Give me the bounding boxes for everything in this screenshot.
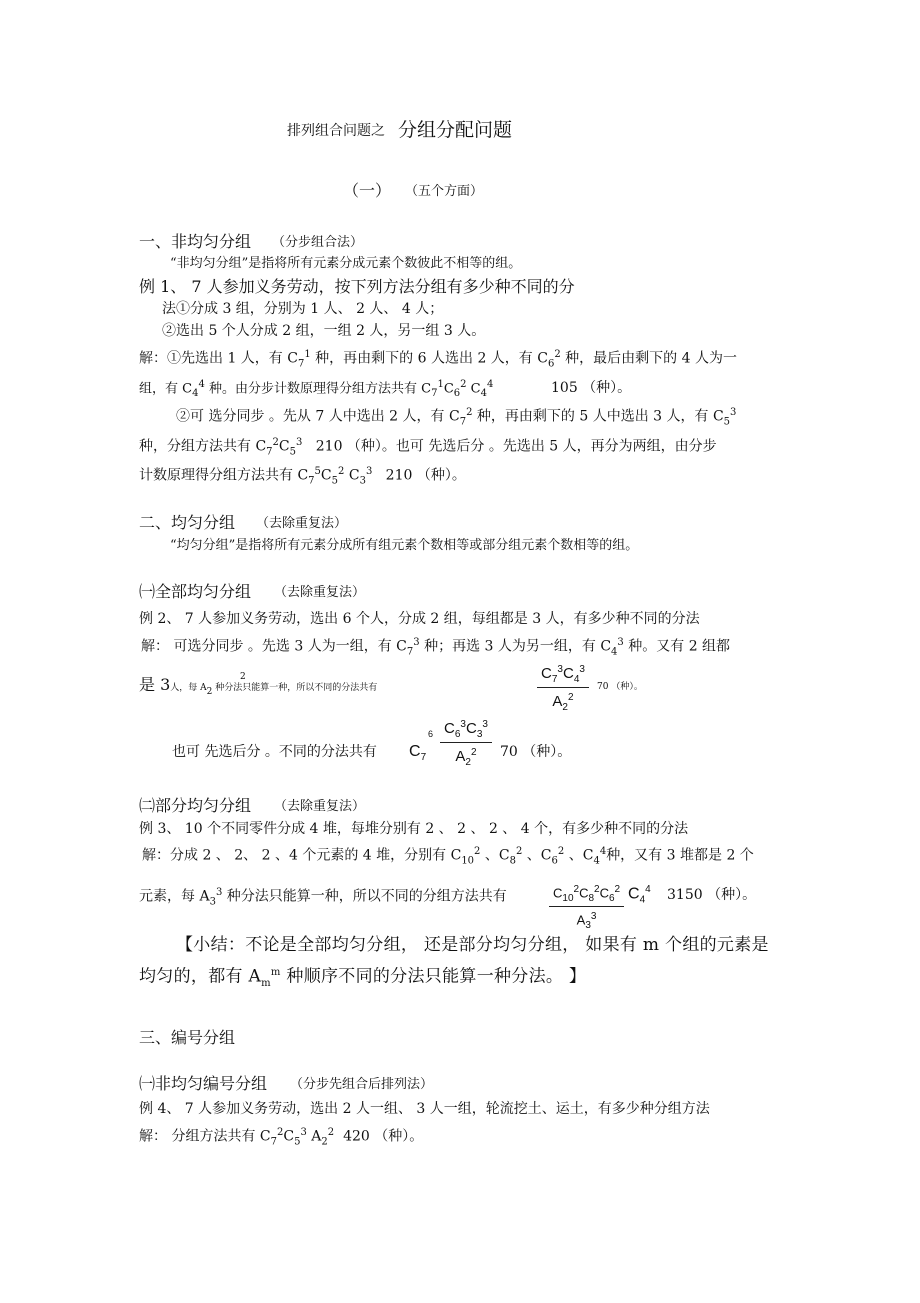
- alternative-c7: $C_7$: [409, 743, 427, 764]
- solution-2-line-2: 是 3人，每 $A_2$ 种分法只能算一种，所以不同的分法共有: [139, 675, 378, 697]
- example-4-question: 例 4、 7 人参加义务劳动，选出 2 人一组、 3 人一组，轮流挖土、运土，有多少种分组方法: [139, 1101, 710, 1117]
- example-1-question: 例 1、 7 人参加义务劳动，按下列方法分组有多少种不同的分: [139, 277, 575, 296]
- part-label: （一）: [343, 181, 392, 200]
- solution-2-text-d: 是 3: [139, 675, 171, 694]
- page-title-prefix: 排列组合问题之: [287, 123, 385, 139]
- solution-3-text-c: 元素，每 A: [139, 888, 210, 905]
- solution-1-text-f: ②可 选分同步 。先从 7 人中选出 2 人，有 C: [176, 408, 460, 425]
- solution-1-text-e: 种。由分步计数原理得分组方法共有 C: [204, 381, 432, 397]
- fraction-example-3: $\frac{C_{10}^2C_8^2C_6^2}{A_3^3}$: [549, 884, 624, 931]
- example-2-question: 例 2、 7 人参加义务劳动，选出 6 个人，分成 2 组，每组都是 3 人，有多少种不同的分法: [139, 611, 700, 627]
- page-title: 分组分配问题: [398, 119, 513, 141]
- section-2-method: （去除重复法）: [256, 516, 348, 531]
- example-3-question: 例 3、 10 个不同零件分成 4 堆，每堆分别有 2 、 2 、 2 、 4 个，有多少种不同的分法: [139, 821, 689, 837]
- solution-1-part-2-line-2: 种，分组方法共有 $C_7^2C_5^3$ 210 （种）。也可 先选后分 。先选出 5 人，再分为两组，由分步: [139, 437, 717, 458]
- solution-4-line: 解： 分组方法共有 $C_7^2C_5^3$ $A_2^2$ 420 （种）。: [139, 1127, 424, 1148]
- section-3-heading: 三、编号分组: [139, 1028, 236, 1047]
- section-2-heading: 二、均匀分组: [139, 513, 236, 532]
- solution-3-text-a: 解：分成 2 、 2、 2 、4 个元素的 4 堆，分别有 C: [142, 847, 462, 864]
- solution-1-text-h: 种，分组方法共有 C: [139, 438, 267, 455]
- example-1-option-1: 法①分成 3 组，分别为 1 人、 2 人、 4 人；: [162, 301, 444, 317]
- fraction-alternative: $\frac{C_6^3C_3^3}{A_2^2}$: [440, 719, 492, 768]
- solution-1-text-d: 组，有 C: [139, 381, 193, 397]
- fraction-example-3-factor: $C_4^4$: [628, 884, 651, 906]
- solution-1-line-2: 组，有 $C_4^4$ 种。由分步计数原理得分组方法共有 $C_7^1C_6^2$ $C_4^4$: [139, 379, 494, 399]
- solution-2-text-e: 人，每 A: [170, 683, 207, 693]
- solution-1-text-i: 210 （种）。也可 先选后分 。先选出 5 人，再分为两组，由分步: [315, 438, 717, 455]
- solution-1-result: 105 （种）。: [551, 380, 632, 396]
- solution-1-text-k: 210 （种）。: [385, 467, 466, 484]
- solution-1-text-c: 种，最后由剩下的 4 人为一: [560, 350, 737, 367]
- fraction-example-2: $\frac{C_7^3C_4^3}{A_2^2}$: [537, 664, 589, 713]
- solution-4-result: 420 （种）。: [343, 1128, 424, 1145]
- section-1-heading: 一、非均匀分组: [139, 232, 252, 251]
- solution-1-line-1: 解：①先选出 1 人，有 $C_7^1$ 种，再由剩下的 6 人选出 2 人，有 $C_6^2$ 种，最后由剩下的 4 人为一: [139, 349, 737, 370]
- summary-line-1: 【小结：不论是全部均匀分组， 还是部分均匀分组， 如果有 m 个组的元素是: [176, 935, 769, 955]
- alternative-result: 70 （种）。: [500, 744, 572, 760]
- summary-text-a: 均匀的，都有 A: [139, 966, 262, 987]
- solution-1-part-2-line-1: ②可 选分同步 。先从 7 人中选出 2 人，有 $C_7^2$ 种，再由剩下的 5 人中选出 3 人，有 $C_5^3$: [176, 407, 737, 428]
- solution-2-text-f: 种分法只能算一种，所以不同的分法共有: [212, 683, 378, 693]
- summary-line-2: 均匀的，都有 $A_m^m$ 种顺序不同的分法只能算一种分法。 】: [139, 966, 587, 990]
- solution-2-text-c: 种。又有 2 组都: [623, 638, 731, 655]
- solution-2-text-b: 种；再选 3 人为另一组，有 C: [419, 638, 612, 655]
- solution-3-result: 3150 （种）。: [667, 887, 757, 903]
- example-1-option-2: ②选出 5 个人分成 2 组，一组 2 人，另一组 3 人。: [162, 323, 486, 339]
- solution-1-text-j: 计数原理得分组方法共有 C: [139, 467, 309, 484]
- fraction-example-2-result: 70 （种）。: [597, 682, 643, 692]
- alternative-c7-sup: 6: [428, 729, 434, 739]
- solution-2-superscript: 2: [240, 672, 246, 682]
- solution-3-text-b: 种，又有 3 堆都是 2 个: [606, 847, 754, 864]
- subsection-2-2-heading: ㈡部分均匀分组: [139, 796, 252, 815]
- subsection-3-1-heading: ㈠非均匀编号分组: [139, 1074, 268, 1093]
- subsection-2-1-method: （去除重复法）: [274, 585, 366, 600]
- section-1-method: （分步组合法）: [272, 235, 364, 250]
- subsection-2-2-method: （去除重复法）: [274, 799, 366, 814]
- part-note: （五个方面）: [405, 184, 484, 199]
- solution-1-text-g: 种，再由剩下的 5 人中选出 3 人，有 C: [472, 408, 724, 425]
- summary-text-b: 种顺序不同的分法只能算一种分法。 】: [280, 966, 587, 987]
- solution-4-text-a: 解： 分组方法共有 C: [139, 1128, 271, 1145]
- solution-2-text-a: 解： 可选分同步 。先选 3 人为一组，有 C: [141, 638, 407, 655]
- solution-2-alternative: 也可 先选后分 。不同的分法共有: [172, 744, 377, 760]
- solution-3-line-2: 元素，每 $A_3^3$ 种分法只能算一种，所以不同的分组方法共有: [139, 887, 507, 908]
- solution-1-text-b: 种，再由剩下的 6 人选出 2 人，有 C: [310, 350, 548, 367]
- section-2-definition: “均匀分组”是指将所有元素分成所有组元素个数相等或部分组元素个数相等的组。: [170, 538, 639, 553]
- solution-3-line-1: 解：分成 2 、 2、 2 、4 个元素的 4 堆，分别有 $C_{10}^2$ 、$C_8^2$ 、$C_6^2$ 、$C_4^4$种，又有 3 堆都是 2 个: [142, 846, 754, 867]
- solution-1-part-2-line-3: 计数原理得分组方法共有 $C_7^5C_5^2$ $C_3^3$ 210 （种）。: [139, 466, 466, 487]
- section-1-definition: “非均匀分组”是指将所有元素分成元素个数彼此不相等的组。: [170, 256, 522, 271]
- solution-3-text-d: 种分法只能算一种，所以不同的分组方法共有: [222, 888, 507, 905]
- solution-1-text-a: 解：①先选出 1 人，有 C: [139, 350, 298, 367]
- subsection-2-1-heading: ㈠全部均匀分组: [139, 582, 252, 601]
- subsection-3-1-method: （分步先组合后排列法）: [290, 1077, 434, 1092]
- solution-2-line-1: 解： 可选分同步 。先选 3 人为一组，有 $C_7^3$ 种；再选 3 人为另一组，有 $C_4^3$ 种。又有 2 组都: [141, 637, 731, 658]
